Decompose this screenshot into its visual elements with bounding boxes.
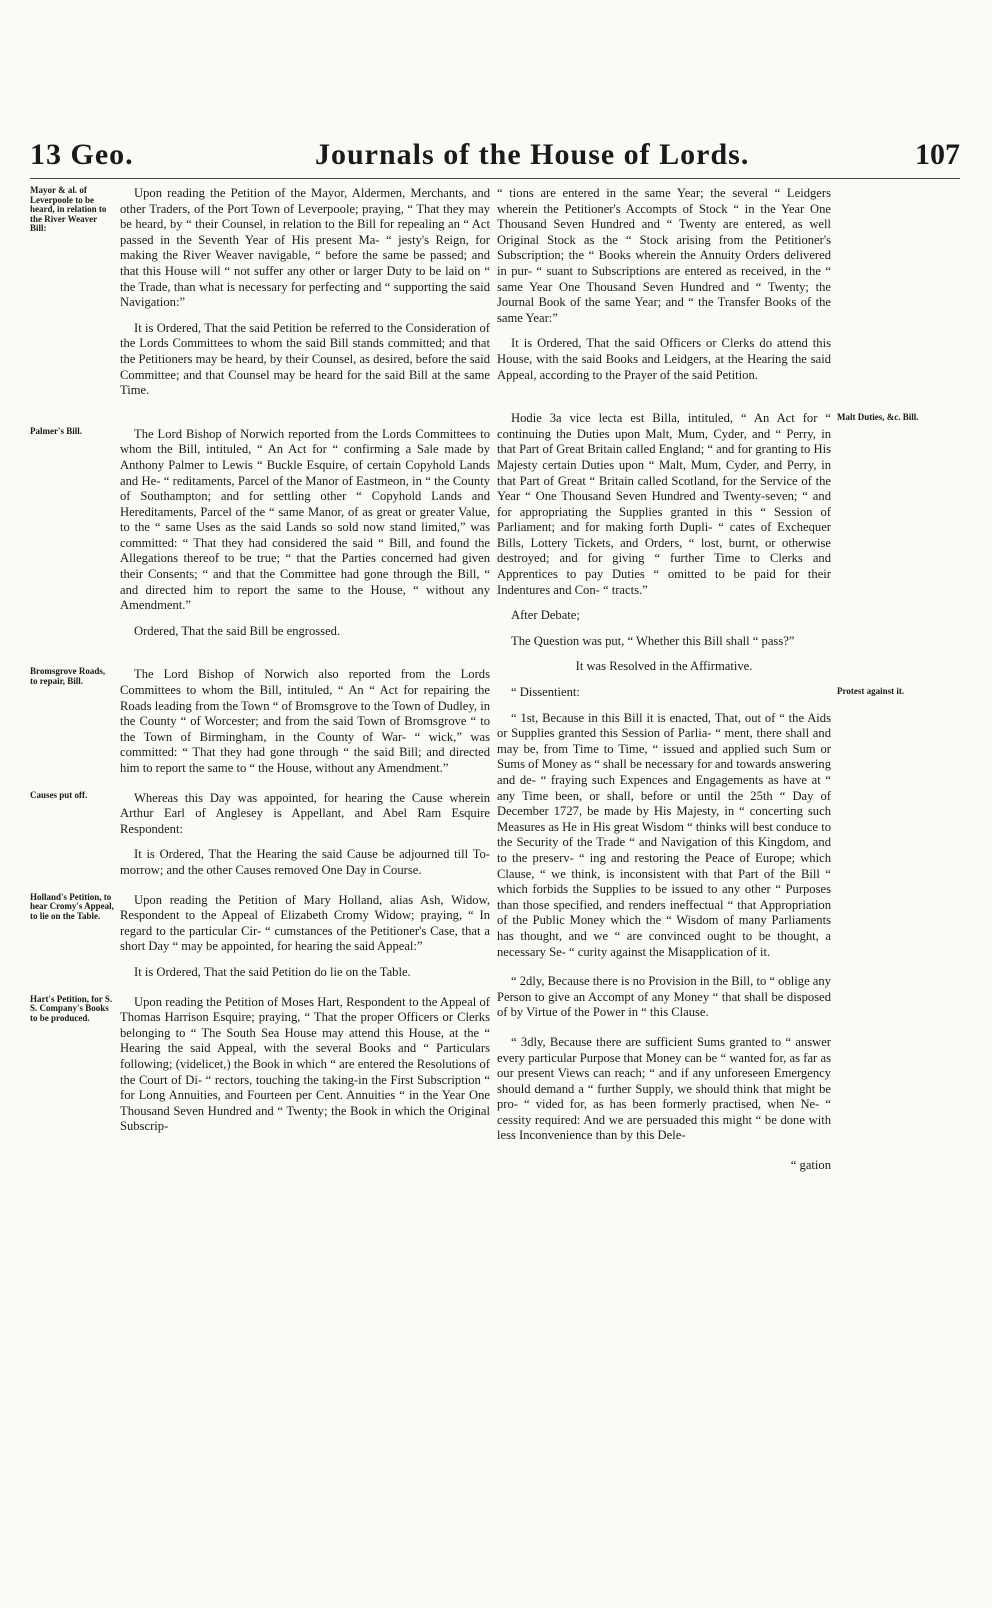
- reason-first: “ 1st, Because in this Bill it is enacted, That, out of “ the Aids or Supplies granted this Session of Parlia- “ ment, there shall and may be, from Time to Time, “ issued and applied such Sum or Sums of Money as “ shall be necessary for and towards answering and de- “ fraying such Expences and Engagements as have at “ any Time been, or shall, before or until the 25th “ Day of December 1727, be made by His Majesty, in “ concerting such Measures as He in His great Wisdom “ thinks will best conduce to the Security of the Trade “ and Navigation of this Kingdom, and to the preserv- “ ing and restoring the Peace of Europe; which Clause, “ we think, is inconsistent with that Part of the Bill “ which forbids the Supplies to be issued to any other “ Purposes than those specified, and renders ineffectual “ that Appropriation of the Public Money which the “ Wisdom of many Parliaments has thought, and we “ are convinced ought to be thought, a necessary Se- “ curity against the Misapplication of it.: [497, 710, 831, 959]
- dissentient: “ Dissentient:: [511, 685, 580, 700]
- reason-third: “ 3dly, Because there are sufficient Sums granted to “ answer every particular Purpose that Money can be “ wanted for, as far as our present Views can reach; “ and if any unforeseen Emergency should demand a “ further Supply, we should think that might be pro- “ vided for, as has been formerly practised, when Ne- “ cessity required: And we are persuaded this might “ be done with less Inconvenience than by this Dele-: [497, 1034, 831, 1143]
- malt-bill-text: Hodie 3a vice lecta est Billa, intituled, “ An Act for “ continuing the Duties upon Malt, Mum, Cyder, and “ Perry, in that Part of Great Britain called England; “ and for granting to His Majesty certain Duties upon “ Malt, Mum, Cyder, and Perry, in that Part of Great “ Britain called Scotland, for the Service of the Year “ One Thousand Seven Hundred and Twenty-seven; “ and for appropriating the Supplies granted in this “ Session of Parliament; and for making forth Dupli- “ cates of Exchequer Bills, Lottery Tickets, and Orders, “ lost, burnt, or otherwise destroyed; and for giving “ further Time to Clerks and Apprentices to pay Duties “ omitted to be paid for their Indentures and Con- “ tracts.”: [497, 411, 831, 597]
- hart-continuation: “ tions are entered in the same Year; the several “ Leidgers wherein the Petitioner's Accompts of Stock “ in the Year One Thousand Seven Hundred and “ Twenty are entered, as well Original Stock as the “ Stock arising from the Petitioner's Subscription; the “ Books wherein the Annuity Orders delivered in pur- “ suant to Subscriptions are entered as received, in the “ same Year One Thousand Seven Hundred and “ Twenty; the Journal Book of the same Year; and “ the Transfer Books of the same Year:”: [497, 186, 831, 325]
- right-column: [497, 186, 919, 1174]
- entry-text: The Lord Bishop of Norwich also reported from the Lords Committees to whom the Bill, intituled, “ An “ Act for repairing the Roads leading from the Town “ of Bromsgrove to the Town of Dudley, in the County “ of Worcester; and from the said Town of Bromsgrove “ to the Town of Birmingham, in the County of War- “ wick,” was committed: “ That they had gone through “ the said Bill; and directed him to report the same to “ the House, without any Amendment.”: [120, 667, 490, 775]
- after-debate: After Debate;: [511, 608, 580, 623]
- journal-title: Journals of the House of Lords.: [315, 138, 750, 171]
- entry-order: It is Ordered, That the Hearing the said Cause be adjourned till To-morrow; and the other Causes removed One Day in Course.: [120, 847, 490, 877]
- margin-note: Mayor & al. of Leverpoole to be heard, in relation to the River Weaver Bill:: [30, 185, 107, 233]
- header-rule: [30, 178, 960, 179]
- margin-note: Hart's Petition, for S. S. Company's Books to be produced.: [30, 993, 113, 1023]
- entry-text: The Lord Bishop of Norwich reported from the Lords Committees to whom the Bill, intituled, “ An Act for “ confirming a Sale made by Anthony Palmer to Lewis “ Buckle Esquire, of certain Copyhold Lands and He- “ reditaments, Parcel of the Manor of Eastmeon, in “ the County of Southampton; and for settling other “ Copyhold Lands and Hereditaments, Parcel of the “ same Manor, of as great or greater Value, to the “ same Uses as the said Lands so sold now stand limited,” was committed: “ That they had considered the said “ Bill, and found the Allegations thereof to be true; “ that the Parties concerned had given their Consents; “ and that the Committee had gone through the Bill, “ and directed him to report the same to the House, “ without any Amendment.”: [120, 426, 490, 613]
- entry-order: It is Ordered, That the said Petition be referred to the Consideration of the Lords Committees to whom the said Bill stands committed; and that the Petitioners may be heard, by their Counsel, as desired, before the said Committee; and that Counsel may be heard for the said Bill at the same Time.: [120, 320, 490, 398]
- entry-palmer: [30, 425, 490, 640]
- entry-order: It is Ordered, That the said Petition do lie on the Table.: [134, 964, 411, 979]
- entry-bromsgrove: [30, 666, 490, 776]
- catchword: “ gation: [790, 1158, 831, 1173]
- margin-note: Bromsgrove Roads, to repair, Bill.: [30, 666, 106, 686]
- entry-leverpoole: [30, 185, 490, 399]
- left-column: [30, 185, 490, 1149]
- entry-causes: [30, 789, 490, 879]
- margin-note: Protest against it.: [837, 686, 905, 697]
- entry-order: Ordered, That the said Bill be engrossed.: [134, 623, 341, 638]
- reason-second: “ 2dly, Because there is no Provision in the Bill, to “ oblige any Person to give an Accompt of any Money “ that shall be disposed of by Virtue of the Power in “ this Clause.: [497, 974, 831, 1020]
- protest: [497, 685, 905, 701]
- entry-malt-bill: [497, 411, 919, 598]
- entry-hart: [30, 993, 490, 1135]
- margin-note: Malt Duties, &c. Bill.: [837, 412, 919, 423]
- page-header: [30, 138, 960, 178]
- margin-note: Causes put off.: [30, 789, 88, 800]
- regnal-year: 13 Geo.: [30, 138, 134, 171]
- hart-order: It is Ordered, That the said Officers or Clerks do attend this House, with the said Books and Leidgers, at the Hearing the said Appeal, according to the Prayer of the said Petition.: [497, 336, 831, 382]
- entry-text: Whereas this Day was appointed, for hearing the Cause wherein Arthur Earl of Anglesey is Appellant, and Abel Ram Esquire Respondent:: [120, 790, 490, 836]
- margin-note: Palmer's Bill.: [30, 425, 82, 436]
- page-number: 107: [915, 138, 960, 171]
- entry-text: Upon reading the Petition of Moses Hart, Respondent to the Appeal of Thomas Harrison Esquire; praying, “ That the proper Officers or Clerks belonging to “ The South Sea House may attend this House, at the “ Hearing the said Appeal, with the several Books and “ Particulars following; (videlicet,) the Book in which “ are entered the Resolutions of the Court of Di- “ rectors, touching the taking-in the First Subscription “ for Long Annuities, and Fourteen per Cent. Annuities “ in the Year One Thousand Seven Hundred and “ Twenty; the Book in which the Original Subscrip-: [120, 994, 490, 1134]
- entry-text: Upon reading the Petition of Mary Holland, alias Ash, Widow, Respondent to the Appeal of Elizabeth Cromy Widow; praying, “ In regard to the particular Cir- “ cumstances of the Petitioner's Case, that a short Day “ may be appointed, for hearing the said Appeal:”: [120, 892, 490, 954]
- entry-text: Upon reading the Petition of the Mayor, Aldermen, Merchants, and other Traders, of the Port Town of Leverpoole; praying, “ That they may be heard, by “ their Counsel, in relation to the Bill for repealing an “ Act passed in the Seventh Year of His present Ma- “ jesty's Reign, for making the River Weaver navigable, “ before the same be passed; and that this House will “ not suffer any other or larger Duty to be laid on “ the Trade, than what is necessary for perfecting and “ supporting the said Navigation:”: [120, 186, 490, 310]
- margin-note: Holland's Petition, to hear Cromy's Appeal, to lie on the Table.: [30, 891, 114, 921]
- question-put: The Question was put, “ Whether this Bill shall “ pass?”: [511, 633, 795, 648]
- resolved: It was Resolved in the Affirmative.: [575, 659, 753, 674]
- entry-holland: [30, 891, 490, 981]
